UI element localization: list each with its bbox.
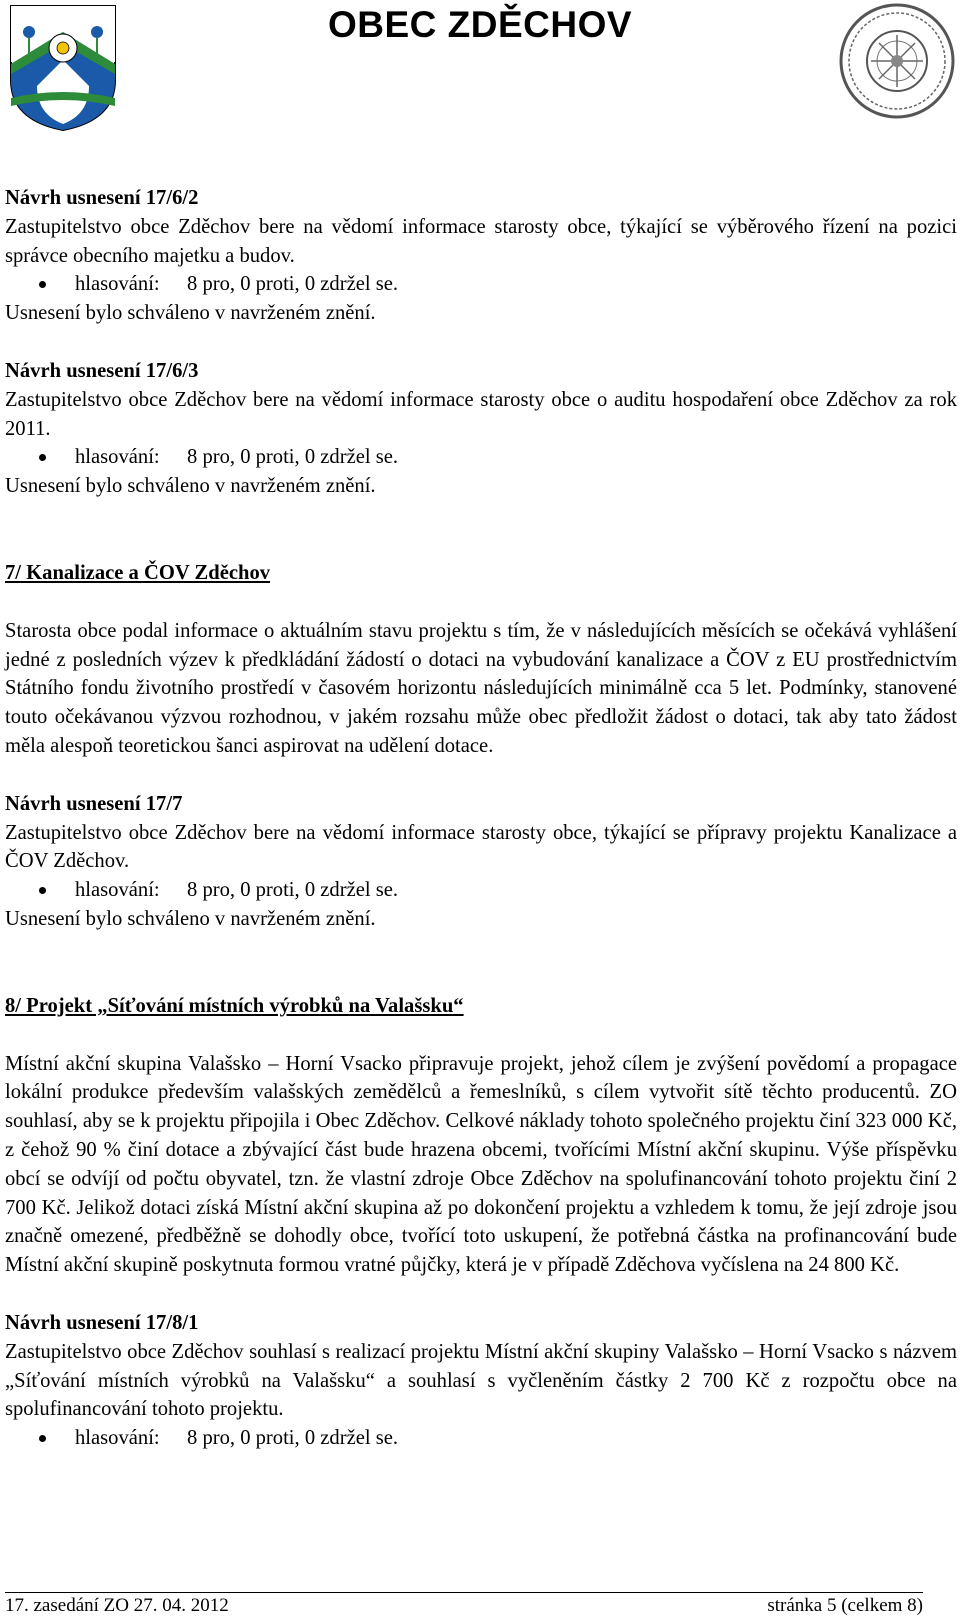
resolution-heading: Návrh usnesení 17/7 — [5, 792, 183, 815]
resolution-text: Zastupitelstvo obce Zděchov souhlasí s realizací projektu Místní akční skupiny Valašsko – Horní Vsacko s názvem „Síťování místních výrobků na Valašsku“ a souhlasí s vyčleněním částky 2 700 Kč z rozpočtu obce na spolufinancování tohoto projektu. — [5, 1340, 957, 1421]
section-title: 8/ Projekt „Síťování místních výrobků na Valašsku“ — [5, 994, 464, 1017]
footer-divider — [5, 1592, 923, 1593]
section-body: Místní akční skupina Valašsko – Horní Vsacko připravuje projekt, jehož cílem je zvýšení povědomí a propagace lokální produkce především valašských zemědělců a řemeslníků, s cílem vytvořit sítě těchto producentů. ZO souhlasí, aby se k projektu připojila i Obec Zděchov. Celkové náklady tohoto společného projektu činí 323 000 Kč, z čehož 90 % činí dotace a zbývající část bude hrazena obcemi, tvořícími Místní akční skupinu. Výše příspěvku obcí se odvíjí od počtu obyvatel, tzn. že vlastní zdroje Obce Zděchov na spolufinancování tohoto projektu činí 2 700 Kč. Jelikož dotaci získá Místní akční skupina až po dokončení projektu a vzhledem k tomu, že její zdroje jsou značně omezené, předběžně se dohodly obce, tvořící toto uskupení, že potřebná částka na profinancování bude Místní akční skupině poskytnuta formou vratné půjčky, která je v případě Zděchova vyčíslena na 24 800 Kč. — [5, 1052, 957, 1277]
resolution-heading: Návrh usnesení 17/8/1 — [5, 1311, 199, 1334]
page-footer — [5, 1594, 923, 1618]
vote-label: hlasování: — [75, 273, 160, 296]
vote-item — [5, 1424, 957, 1453]
resolution-heading: Návrh usnesení 17/6/3 — [5, 359, 199, 382]
document-body — [5, 184, 957, 1453]
vote-item — [5, 443, 957, 472]
vote-label: hlasování: — [75, 1427, 160, 1450]
vote-label: hlasování: — [75, 879, 160, 902]
vote-result: 8 pro, 0 proti, 0 zdržel se. — [187, 879, 399, 902]
vote-result: 8 pro, 0 proti, 0 zdržel se. — [187, 446, 399, 469]
footer-page-number: stránka 5 (celkem 8) — [767, 1595, 923, 1616]
vote-label: hlasování: — [75, 446, 160, 469]
page-title: OBEC ZDĚCHOV — [327, 4, 633, 45]
resolution-heading: Návrh usnesení 17/6/2 — [5, 187, 199, 209]
vote-result: 8 pro, 0 proti, 0 zdržel se. — [187, 1427, 399, 1450]
resolution-text: Zastupitelstvo obce Zděchov bere na vědomí informace starosty obce, týkající se přípravy projektu Kanalizace a ČOV Zděchov. — [5, 821, 957, 873]
resolution-result: Usnesení bylo schváleno v navrženém znění. — [5, 907, 376, 930]
vote-result: 8 pro, 0 proti, 0 zdržel se. — [187, 273, 399, 296]
footer-meeting-info: 17. zasedání ZO 27. 04. 2012 — [5, 1595, 229, 1616]
resolution-result: Usnesení bylo schváleno v navrženém znění. — [5, 475, 376, 498]
vote-item — [5, 270, 957, 299]
official-seal-icon — [838, 2, 956, 120]
section-body: Starosta obce podal informace o aktuálním stavu projektu s tím, že v následujících měsících se očekává vyhlášení jedné z posledních výzev k předkládání žádostí o dotaci na vybudování kanalizace a ČOV z EU prostřednictvím Státního fondu životního prostředí v časovém horizontu následujících minimálně cca 5 let. Podmínky, stanovené touto očekávanou výzvou rozhodnou, v jakém rozsahu může obec předložit žádost o dotaci, tak aby tato žádost měla alespoň teoretickou šanci aspirovat na udělení dotace. — [5, 619, 957, 757]
section-title: 7/ Kanalizace a ČOV Zděchov — [5, 561, 271, 584]
resolution-result: Usnesení bylo schváleno v navrženém znění. — [5, 302, 376, 325]
resolution-text: Zastupitelstvo obce Zděchov bere na vědomí informace starosty obce o auditu hospodaření obce Zděchov za rok 2011. — [5, 388, 957, 440]
vote-item — [5, 876, 957, 905]
resolution-text: Zastupitelstvo obce Zděchov bere na vědomí informace starosty obce, týkající se výběrového řízení na pozici správce obecního majetku a budov. — [5, 215, 957, 267]
